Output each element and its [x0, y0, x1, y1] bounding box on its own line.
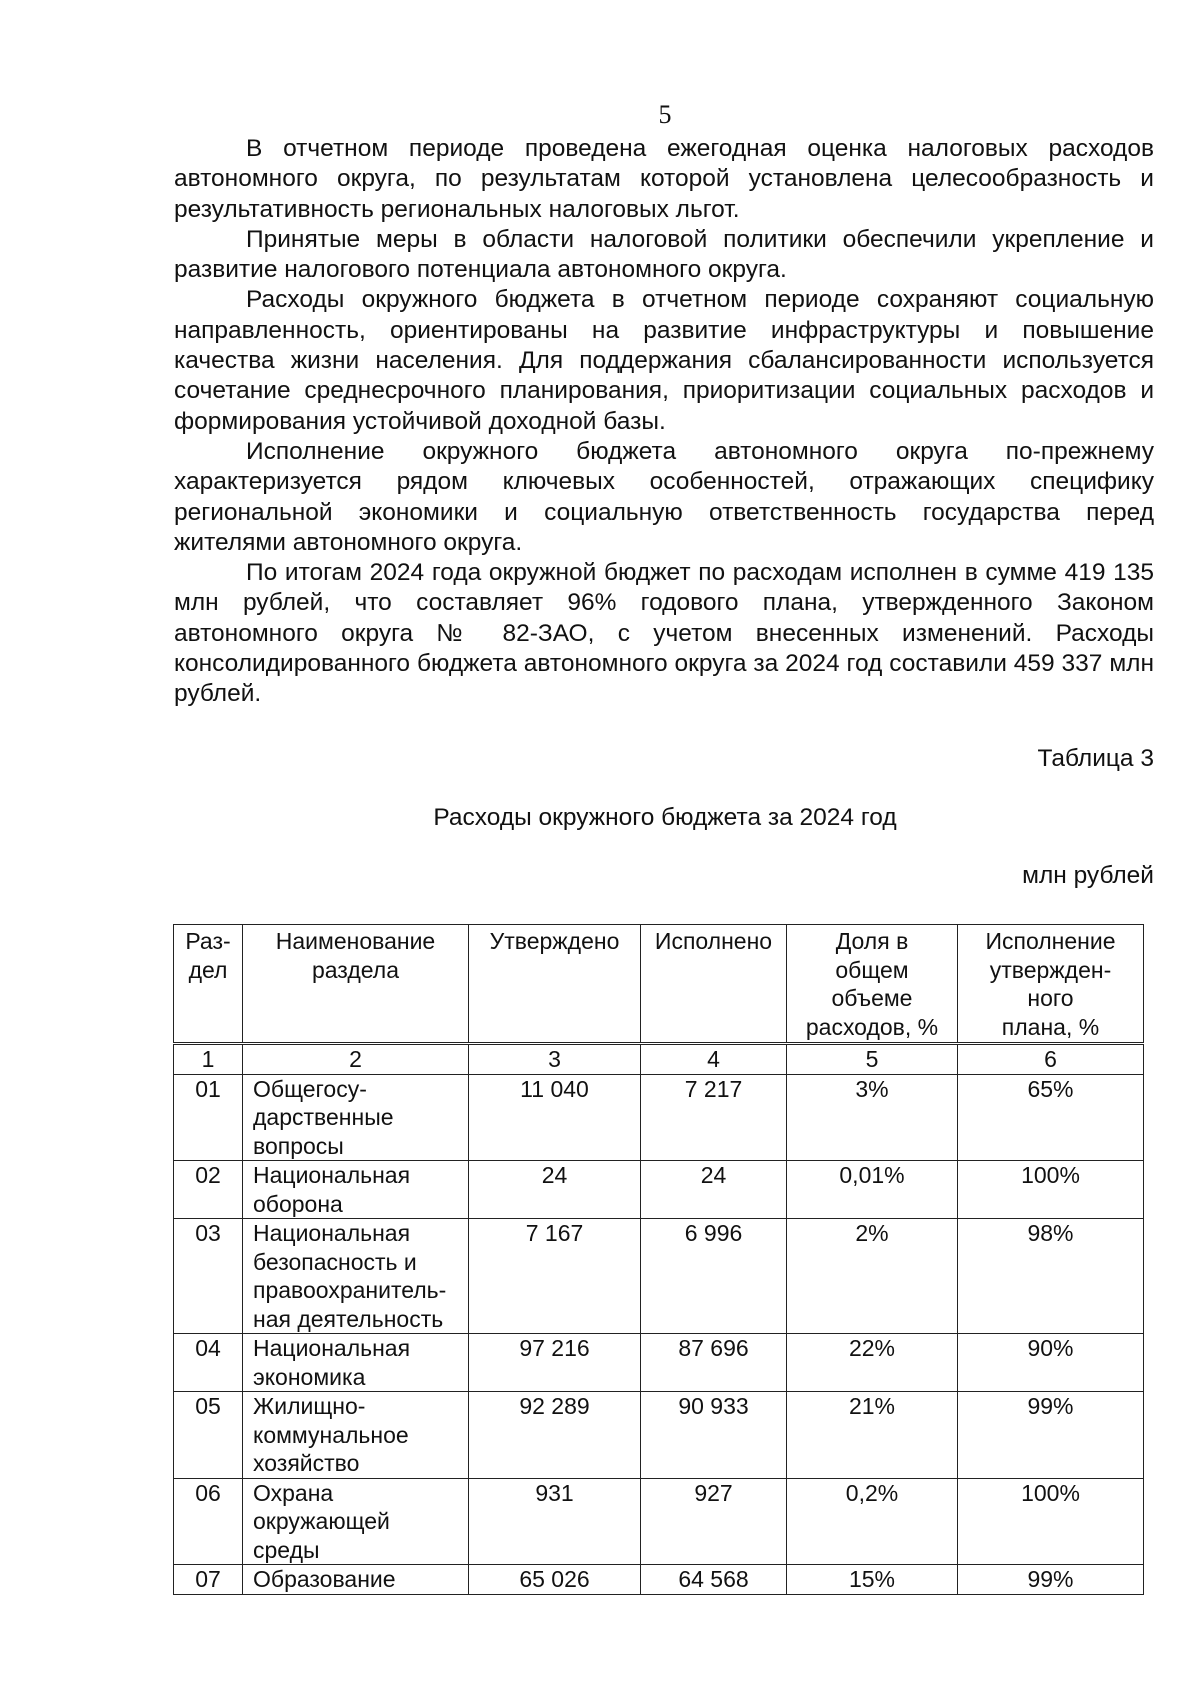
header-execution: Исполнение утвержден- ного плана, %	[958, 925, 1144, 1044]
approved-cell: 92 289	[469, 1392, 641, 1479]
column-number: 5	[787, 1044, 958, 1075]
section-code-cell: 03	[174, 1219, 243, 1334]
column-numbers-row	[174, 1044, 1144, 1075]
section-code-cell: 04	[174, 1334, 243, 1392]
header-approved: Утверждено	[469, 925, 641, 1044]
executed-cell: 87 696	[641, 1334, 787, 1392]
header-name: Наименование раздела	[243, 925, 469, 1044]
section-name-cell: Национальная экономика	[243, 1334, 469, 1392]
paragraph: Расходы окружного бюджета в отчетном периоде сохраняют социальную направленность, ориентированы на развитие инфраструктуры и повышение качества жизни населения. Для поддержания сбалансированности используется сочетание среднесрочного планирования, приоритизации социальных расходов и формирования устойчивой доходной базы.	[174, 286, 1154, 435]
paragraph: По итогам 2024 года окружной бюджет по расходам исполнен в сумме 419 135 млн рублей, что составляет 96% годового плана, утвержденного Законом автономного округа № 82-ЗАО, с учетом внесенных изменений. Расходы консолидированного бюджета автономного округа за 2024 год составили 459 337 млн рублей.	[174, 559, 1154, 708]
approved-cell: 24	[469, 1161, 641, 1219]
share-cell: 0,2%	[787, 1478, 958, 1565]
share-cell: 21%	[787, 1392, 958, 1479]
execution-cell: 100%	[958, 1161, 1144, 1219]
paragraph: Исполнение окружного бюджета автономного округа по-прежнему характеризуется рядом ключевых особенностей, отражающих специфику региональной экономики и социальную ответственность государства перед жителями автономного округа.	[174, 437, 1154, 556]
executed-cell: 7 217	[641, 1074, 787, 1161]
table-row	[174, 1565, 1144, 1595]
table-row	[174, 1161, 1144, 1219]
header-section: Раз- дел	[174, 925, 243, 1044]
executed-cell: 24	[641, 1161, 787, 1219]
table-row	[174, 1219, 1144, 1334]
execution-cell: 90%	[958, 1334, 1144, 1392]
table-row	[174, 1074, 1144, 1161]
section-name-cell: Национальная оборона	[243, 1161, 469, 1219]
section-code-cell: 05	[174, 1392, 243, 1479]
section-code-cell: 02	[174, 1161, 243, 1219]
execution-cell: 100%	[958, 1478, 1144, 1565]
share-cell: 3%	[787, 1074, 958, 1161]
header-share: Доля в общем объеме расходов, %	[787, 925, 958, 1044]
paragraph: В отчетном периоде проведена ежегодная оценка налоговых расходов автономного округа, по результатам которой установлена целесообразность и результативность региональных налоговых льгот.	[174, 135, 1154, 223]
section-name-cell: Охрана окружающей среды	[243, 1478, 469, 1565]
execution-cell: 65%	[958, 1074, 1144, 1161]
executed-cell: 927	[641, 1478, 787, 1565]
column-number: 4	[641, 1044, 787, 1075]
approved-cell: 11 040	[469, 1074, 641, 1161]
approved-cell: 931	[469, 1478, 641, 1565]
header-executed: Исполнено	[641, 925, 787, 1044]
units-label: млн рублей	[1022, 862, 1154, 889]
table-row	[174, 1478, 1144, 1565]
body-text	[174, 134, 1154, 710]
column-number: 1	[174, 1044, 243, 1075]
table-title: Расходы окружного бюджета за 2024 год	[433, 804, 897, 831]
section-code-cell: 06	[174, 1478, 243, 1565]
paragraph: Принятые меры в области налоговой политики обеспечили укрепление и развитие налогового потенциала автономного округа.	[174, 225, 1154, 284]
column-number: 3	[469, 1044, 641, 1075]
section-code-cell: 07	[174, 1565, 243, 1595]
execution-cell: 99%	[958, 1565, 1144, 1595]
table-caption: Таблица 3	[1037, 745, 1154, 772]
section-name-cell: Жилищно- коммунальное хозяйство	[243, 1392, 469, 1479]
share-cell: 22%	[787, 1334, 958, 1392]
table-row	[174, 1392, 1144, 1479]
approved-cell: 65 026	[469, 1565, 641, 1595]
column-number: 6	[958, 1044, 1144, 1075]
executed-cell: 90 933	[641, 1392, 787, 1479]
page-number: 5	[658, 100, 672, 129]
section-code-cell: 01	[174, 1074, 243, 1161]
column-number: 2	[243, 1044, 469, 1075]
budget-table	[173, 924, 1144, 1595]
execution-cell: 99%	[958, 1392, 1144, 1479]
table-row	[174, 1334, 1144, 1392]
share-cell: 0,01%	[787, 1161, 958, 1219]
share-cell: 2%	[787, 1219, 958, 1334]
section-name-cell: Образование	[243, 1565, 469, 1595]
share-cell: 15%	[787, 1565, 958, 1595]
approved-cell: 97 216	[469, 1334, 641, 1392]
section-name-cell: Общегосу- дарственные вопросы	[243, 1074, 469, 1161]
table-header-row	[174, 925, 1144, 1044]
approved-cell: 7 167	[469, 1219, 641, 1334]
executed-cell: 6 996	[641, 1219, 787, 1334]
execution-cell: 98%	[958, 1219, 1144, 1334]
section-name-cell: Национальная безопасность и правоохранитель- ная деятельность	[243, 1219, 469, 1334]
executed-cell: 64 568	[641, 1565, 787, 1595]
